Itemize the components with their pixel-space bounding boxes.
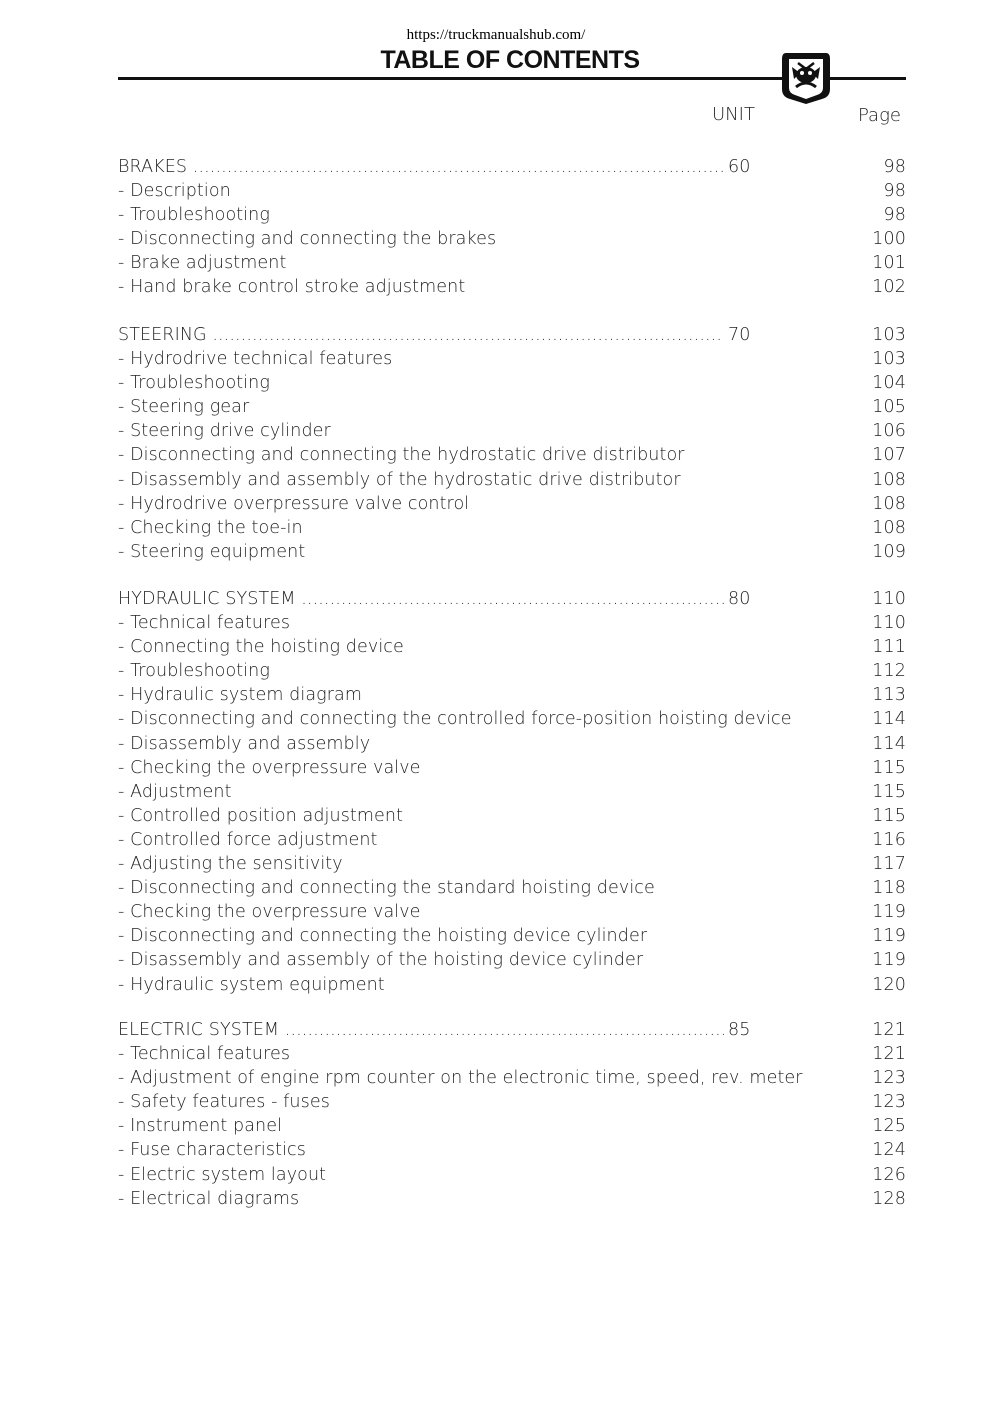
entry-label: - Disconnecting and connecting the brakes xyxy=(118,229,497,250)
unit-number: 60 xyxy=(724,155,768,179)
section-title: ELECTRIC SYSTEM ..... xyxy=(118,1018,754,1042)
page-number: 117 xyxy=(872,854,906,875)
toc-entry[interactable] xyxy=(118,852,908,876)
page-column-header: Page xyxy=(858,105,901,126)
page-number: 105 xyxy=(872,397,906,418)
unit-number: 85 xyxy=(724,1018,768,1042)
page-number: 100 xyxy=(872,229,906,250)
entry-label: - Controlled position adjustment xyxy=(118,805,404,826)
toc-entry[interactable] xyxy=(118,468,908,492)
entry-label: - Electric system layout xyxy=(118,1164,327,1185)
toc-entry[interactable] xyxy=(118,1042,908,1066)
unit-number: 70 xyxy=(724,323,768,347)
page-number: 103 xyxy=(872,325,906,345)
entry-label: - Troubleshooting xyxy=(118,661,270,682)
source-url[interactable]: https://truckmanualshub.com/ xyxy=(406,27,586,43)
entry-label: - Safety features - fuses xyxy=(118,1092,330,1113)
entry-label: - Hydraulic system equipment xyxy=(118,974,385,995)
page-number: 121 xyxy=(872,1020,906,1040)
entry-label: - Troubleshooting xyxy=(118,373,270,394)
page-number: 121 xyxy=(872,1044,906,1065)
toc-entry[interactable] xyxy=(118,492,908,516)
toc-entry[interactable] xyxy=(118,1163,908,1187)
toc-section-steering xyxy=(118,323,908,564)
page-number: 119 xyxy=(872,950,906,971)
page-number: 125 xyxy=(872,1116,906,1137)
unit-number: 80 xyxy=(724,587,768,611)
page-number: 128 xyxy=(872,1188,906,1209)
entry-label: - Steering drive cylinder xyxy=(118,421,331,442)
entry-label: - Controlled force adjustment xyxy=(118,829,378,850)
toc-entry[interactable] xyxy=(118,659,908,683)
entry-label: - Disassembly and assembly of the hoisting device cylinder xyxy=(118,950,644,971)
toc-entry[interactable] xyxy=(118,419,908,443)
unit-column-header: UNIT xyxy=(712,104,755,125)
entry-label: - Checking the overpressure valve xyxy=(118,902,421,923)
brand-emblem-icon xyxy=(780,49,832,105)
page-number: 111 xyxy=(872,637,906,658)
toc-entry[interactable] xyxy=(118,395,908,419)
toc-entry[interactable] xyxy=(118,1066,908,1090)
page-number: 98 xyxy=(883,205,906,226)
page-number: 120 xyxy=(872,974,906,995)
page-number: 112 xyxy=(872,661,906,682)
toc-heading-row[interactable] xyxy=(118,155,908,179)
page-number: 115 xyxy=(872,781,906,802)
page-number: 115 xyxy=(872,757,906,778)
page-number: 113 xyxy=(872,685,906,706)
entry-label: - Hydrodrive overpressure valve control xyxy=(118,493,470,514)
page-number: 110 xyxy=(872,589,906,609)
toc-heading-row[interactable] xyxy=(118,587,908,611)
toc-entry[interactable] xyxy=(118,828,908,852)
entry-label: - Technical features xyxy=(118,613,291,634)
page-number: 118 xyxy=(872,878,906,899)
entry-label: - Adjustment xyxy=(118,781,232,802)
section-title: BRAKES ..... xyxy=(118,155,754,179)
toc-entry[interactable] xyxy=(118,203,908,227)
entry-label: - Disconnecting and connecting the hoisting device cylinder xyxy=(118,926,648,947)
entry-label: - Fuse characteristics xyxy=(118,1140,306,1161)
toc-entry[interactable] xyxy=(118,756,908,780)
section-title: HYDRAULIC SYSTEM ..... xyxy=(118,587,754,611)
entry-label: - Disconnecting and connecting the standard hoisting device xyxy=(118,878,655,899)
entry-label: - Adjusting the sensitivity xyxy=(118,854,343,875)
toc-entry[interactable] xyxy=(118,973,908,997)
entry-label: - Brake adjustment xyxy=(118,253,287,274)
entry-label: - Hand brake control stroke adjustment xyxy=(118,277,466,298)
page-number: 110 xyxy=(872,613,906,634)
toc-entry[interactable] xyxy=(118,1114,908,1138)
entry-label: - Troubleshooting xyxy=(118,205,270,226)
toc-entry[interactable] xyxy=(118,948,908,972)
entry-label: - Technical features xyxy=(118,1044,291,1065)
toc-entry[interactable] xyxy=(118,780,908,804)
toc-entry[interactable] xyxy=(118,635,908,659)
toc-entry[interactable] xyxy=(118,876,908,900)
page-number: 116 xyxy=(872,829,906,850)
page-number: 123 xyxy=(872,1092,906,1113)
entry-label: - Instrument panel xyxy=(118,1116,283,1137)
toc-entry[interactable] xyxy=(118,1138,908,1162)
page-number: 106 xyxy=(872,421,906,442)
page-number: 103 xyxy=(872,349,906,370)
toc-entry[interactable] xyxy=(118,347,908,371)
toc-entry[interactable] xyxy=(118,443,908,467)
toc-entry[interactable] xyxy=(118,732,908,756)
entry-label: - Electrical diagrams xyxy=(118,1188,300,1209)
toc-entry[interactable] xyxy=(118,1090,908,1114)
page-number: 107 xyxy=(872,445,906,466)
toc-entry[interactable] xyxy=(118,707,908,731)
page-number: 114 xyxy=(872,709,906,730)
toc-entry[interactable] xyxy=(118,179,908,203)
toc-entry[interactable] xyxy=(118,924,908,948)
page-number: 119 xyxy=(872,926,906,947)
entry-label: - Description xyxy=(118,181,231,202)
toc-entry[interactable] xyxy=(118,371,908,395)
page-title: TABLE OF CONTENTS xyxy=(380,46,640,74)
page-number: 104 xyxy=(872,373,906,394)
toc-section-electric xyxy=(118,1018,908,1211)
page-number: 119 xyxy=(872,902,906,923)
entry-label: - Disconnecting and connecting the hydrostatic drive distributor xyxy=(118,445,685,466)
page-number: 124 xyxy=(872,1140,906,1161)
toc-entry[interactable] xyxy=(118,251,908,275)
page-number: 115 xyxy=(872,805,906,826)
section-title: STEERING ..... xyxy=(118,323,754,347)
page-number: 126 xyxy=(872,1164,906,1185)
toc-entry[interactable] xyxy=(118,540,908,564)
page-number: 114 xyxy=(872,733,906,754)
toc-entry[interactable] xyxy=(118,611,908,635)
entry-label: - Disconnecting and connecting the controlled force-position hoisting device xyxy=(118,709,792,730)
toc-entry[interactable] xyxy=(118,1187,908,1211)
toc-section-hydraulic xyxy=(118,587,908,997)
page-number: 109 xyxy=(872,541,906,562)
page-number: 101 xyxy=(872,253,906,274)
toc-entry[interactable] xyxy=(118,275,908,299)
toc-entry[interactable] xyxy=(118,683,908,707)
toc-entry[interactable] xyxy=(118,804,908,828)
page-number: 108 xyxy=(872,517,906,538)
page-number: 98 xyxy=(883,157,906,177)
page-number: 123 xyxy=(872,1068,906,1089)
toc-entry[interactable] xyxy=(118,516,908,540)
entry-label: - Disassembly and assembly of the hydrostatic drive distributor xyxy=(118,469,681,490)
page-number: 98 xyxy=(883,181,906,202)
page-number: 108 xyxy=(872,493,906,514)
entry-label: - Steering equipment xyxy=(118,541,306,562)
entry-label: - Disassembly and assembly xyxy=(118,733,371,754)
entry-label: - Hydraulic system diagram xyxy=(118,685,363,706)
entry-label: - Steering gear xyxy=(118,397,250,418)
entry-label: - Hydrodrive technical features xyxy=(118,349,393,370)
entry-label: - Adjustment of engine rpm counter on the electronic time, speed, rev. meter xyxy=(118,1068,803,1089)
toc-entry[interactable] xyxy=(118,227,908,251)
toc-entry[interactable] xyxy=(118,900,908,924)
entry-label: - Checking the toe-in xyxy=(118,517,303,538)
toc-heading-row[interactable] xyxy=(118,1018,908,1042)
page-number: 102 xyxy=(872,277,906,298)
entry-label: - Connecting the hoisting device xyxy=(118,637,404,658)
entry-label: - Checking the overpressure valve xyxy=(118,757,421,778)
toc-section-brakes xyxy=(118,155,908,300)
page-number: 108 xyxy=(872,469,906,490)
toc-heading-row[interactable] xyxy=(118,323,908,347)
